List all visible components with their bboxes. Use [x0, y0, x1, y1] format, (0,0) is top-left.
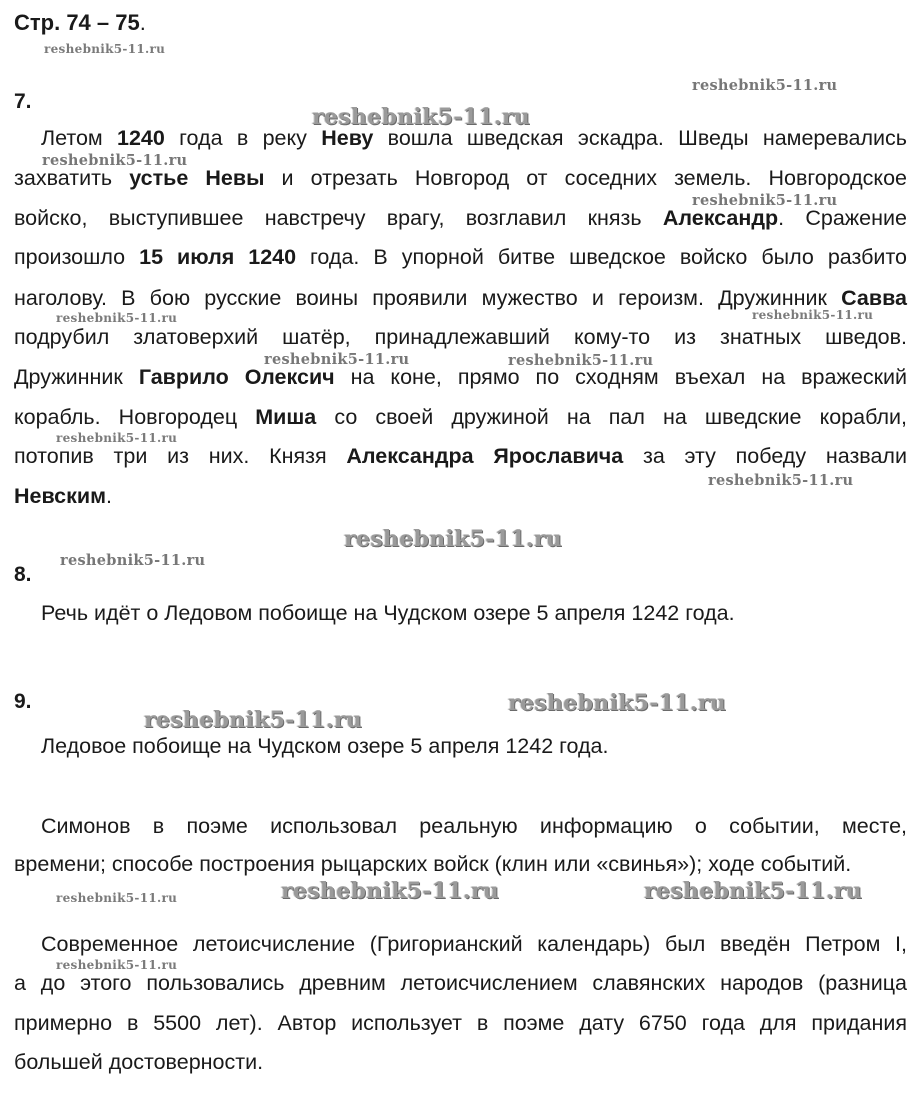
bold-term: Миша — [255, 405, 317, 429]
task-9-answer: Ледовое побоище на Чудском озере 5 апреля 1242 года. — [41, 734, 609, 758]
bold-term: 15 июля 1240 — [139, 245, 297, 269]
bold-term: Невским — [14, 484, 107, 508]
watermark: reshebnik5-11.ru — [60, 552, 206, 569]
watermark: reshebnik5-11.ru — [508, 352, 654, 369]
text-line: Симонов в поэме использовал реальную информацию о событии, месте, — [41, 814, 907, 838]
watermark: reshebnik5-11.ru — [42, 152, 188, 169]
text-line: Летом 1240 года в реку Неву вошла шведская эскадра. Шведы намеревались — [41, 126, 907, 150]
watermark: reshebnik5-11.ru — [312, 104, 531, 130]
task-8-number: 8. — [14, 563, 32, 586]
text-line: большей достоверности. — [14, 1050, 264, 1074]
bold-term: Савва — [841, 286, 907, 310]
task-9-number: 9. — [14, 690, 32, 713]
watermark: reshebnik5-11.ru — [281, 878, 500, 904]
watermark: reshebnik5-11.ru — [56, 958, 178, 972]
watermark: reshebnik5-11.ru — [692, 77, 838, 94]
text-line: времени; способе построения рыцарских войск (клин или «свинья»); ходе событий. — [14, 852, 852, 876]
bold-term: Александра Ярославича — [346, 444, 624, 468]
watermark: reshebnik5-11.ru — [508, 690, 727, 716]
bold-term: Гаврило Олексич — [138, 365, 335, 389]
text-line: а до этого пользовались древним летоисчислением славянских народов (разница — [14, 971, 907, 995]
watermark: reshebnik5-11.ru — [264, 351, 410, 368]
watermark: reshebnik5-11.ru — [344, 526, 563, 552]
task-7-number: 7. — [14, 90, 32, 113]
bold-term: устье Невы — [129, 166, 265, 190]
watermark: reshebnik5-11.ru — [692, 192, 838, 209]
text-line: наголову. В бою русские воины проявили мужество и героизм. Дружинник Савва — [14, 286, 907, 310]
text-line: Невским. — [14, 484, 112, 508]
watermark: reshebnik5-11.ru — [56, 431, 178, 445]
watermark: reshebnik5-11.ru — [644, 878, 863, 904]
text-line: потопив три из них. Князя Александра Ярославича за эту победу назвали — [14, 444, 907, 468]
text-line: корабль. Новгородец Миша со своей дружиной на пал на шведские корабли, — [14, 405, 907, 429]
task-8-text: Речь идёт о Ледовом побоище на Чудском озере 5 апреля 1242 года. — [41, 601, 735, 625]
watermark: reshebnik5-11.ru — [44, 42, 166, 56]
watermark: reshebnik5-11.ru — [56, 311, 178, 325]
text-line: подрубил златоверхий шатёр, принадлежавший кому-то из знатных шведов. — [14, 325, 907, 349]
watermark: reshebnik5-11.ru — [144, 707, 363, 733]
bold-term: 1240 — [117, 126, 165, 150]
watermark: reshebnik5-11.ru — [708, 472, 854, 489]
text-line: примерно в 5500 лет). Автор использует в поэме дату 6750 года для придания — [14, 1011, 907, 1035]
bold-term: Александр — [662, 206, 779, 230]
text-line: произошло 15 июля 1240 года. В упорной битве шведское войско было разбито — [14, 245, 908, 269]
watermark: reshebnik5-11.ru — [752, 308, 874, 322]
text-line: войско, выступившее навстречу врагу, возглавил князь Александр. Сражение — [14, 206, 907, 230]
text-line: Дружинник Гаврило Олексич на коне, прямо по сходням въехал на вражеский — [14, 365, 907, 389]
bold-term: Неву — [321, 126, 374, 150]
text-line: Современное летоисчисление (Григорианский календарь) был введён Петром I, — [41, 932, 907, 956]
text-line: захватить устье Невы и отрезать Новгород от соседних земель. Новгородское — [14, 166, 907, 190]
page-title: Стр. 74 – 75. — [14, 10, 146, 35]
watermark: reshebnik5-11.ru — [56, 891, 178, 905]
